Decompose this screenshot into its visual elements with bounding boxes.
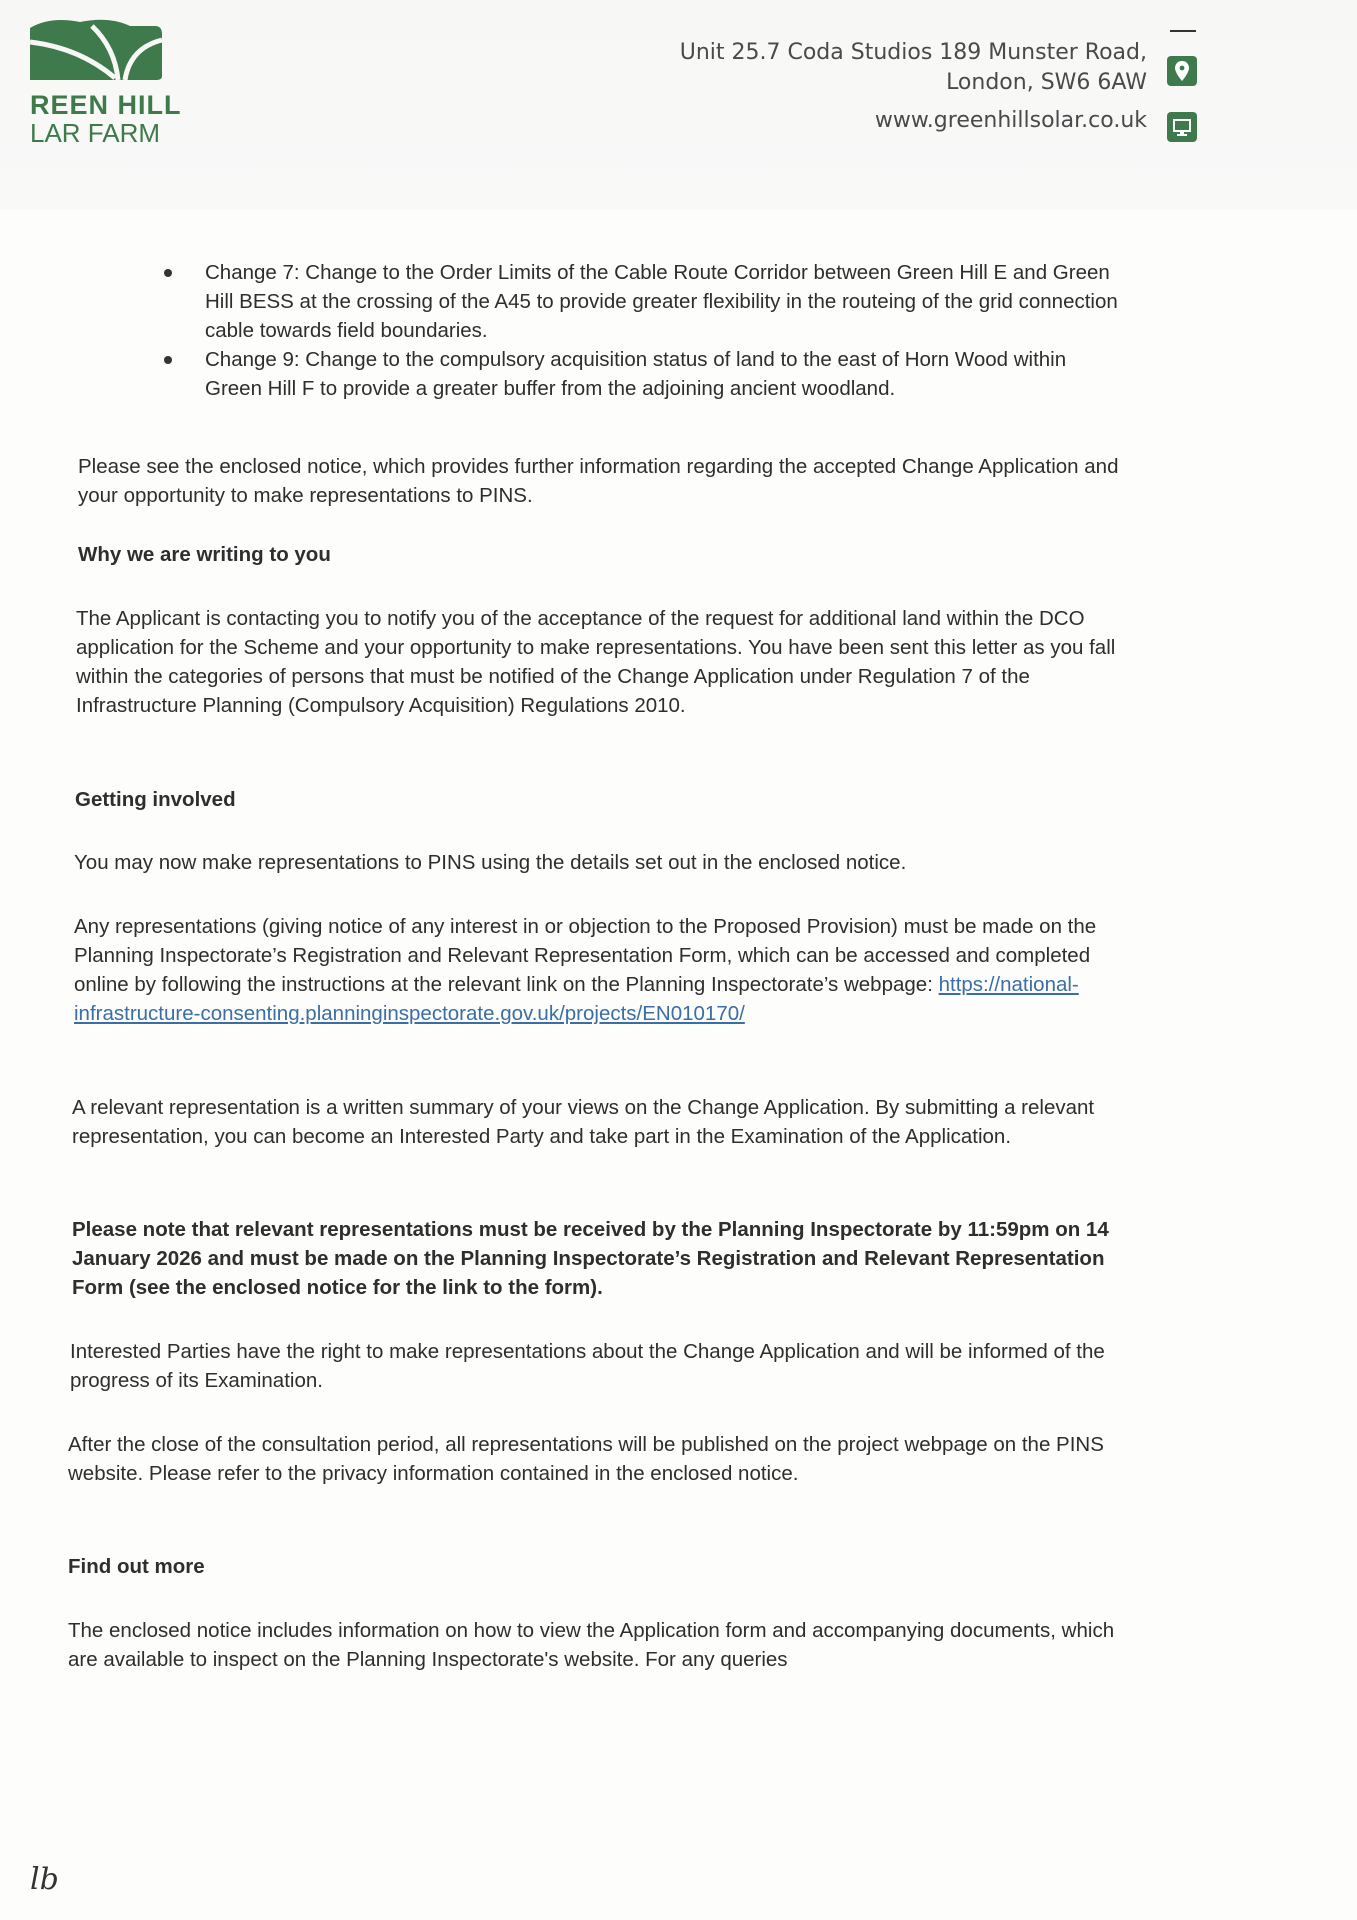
website-link[interactable]: www.greenhillsolar.co.uk [874, 108, 1147, 133]
representation-form-text: Any representations (giving notice of any interest in or objection to the Proposed Provision) must be made on the Planning Inspectorate’s Registration and Relevant Representation Form, which can be accessed and completed online by following the instructions at the relevant link on the Planning Inspectorate’s webpage: [74, 915, 1097, 996]
divider-dash [1170, 30, 1196, 32]
paragraph-deadline-notice: Please note that relevant representations must be received by the Planning Inspectorate by 11:59pm on 14 January 2026 and must be made on the Planning Inspectorate’s Registration and Relevant Representation Form (see the enclosed notice for the link to the form). [72, 1218, 1109, 1299]
heading-why-writing: Why we are writing to you [78, 543, 331, 566]
heading-find-out-more: Find out more [68, 1555, 205, 1578]
company-address [680, 38, 1147, 98]
hills-logo-icon [30, 18, 165, 80]
changes-list [160, 258, 1120, 403]
paragraph-consultation-close: After the close of the consultation period, all representations will be published on the project webpage on the PINS website. Please refer to the privacy information contained in the enclosed notice. [68, 1433, 1104, 1485]
green-hill-logo [30, 18, 182, 148]
paragraph-enclosed-notice: Please see the enclosed notice, which provides further information regarding the accepted Change Application and your opportunity to make representations to PINS. [78, 455, 1119, 507]
paragraph-make-representations: You may now make representations to PINS using the details set out in the enclosed notice. [74, 851, 907, 874]
handwritten-page-mark: lb [30, 1862, 59, 1897]
letterhead [0, 0, 1357, 210]
address-line-2: London, SW6 6AW [946, 70, 1147, 95]
paragraph-relevant-representation: A relevant representation is a written summary of your views on the Change Application. By submitting a relevant representation, you can become an Interested Party and take part in the Examination of the Application. [72, 1096, 1095, 1148]
logo-text-line2: LAR FARM [30, 118, 161, 148]
monitor-icon [1167, 112, 1197, 142]
address-line-1: Unit 25.7 Coda Studios 189 Munster Road, [679, 40, 1147, 65]
paragraph-interested-parties: Interested Parties have the right to make representations about the Change Application and will be informed of the progress of its Examination. [70, 1340, 1105, 1392]
heading-getting-involved: Getting involved [75, 788, 236, 811]
paragraph-find-out-more: The enclosed notice includes information on how to view the Application form and accompanying documents, which are available to inspect on the Planning Inspectorate's website. For any queries [68, 1619, 1115, 1671]
paragraph-representation-form [74, 912, 1134, 1028]
location-pin-icon [1167, 56, 1197, 86]
logo-text-line1: REEN HILL [30, 90, 182, 120]
list-item: Change 9: Change to the compulsory acquisition status of land to the east of Horn Wood within Green Hill F to provide a greater buffer from the adjoining ancient woodland. [160, 345, 1120, 403]
paragraph-why-writing: The Applicant is contacting you to notify you of the acceptance of the request for additional land within the DCO application for the Scheme and your opportunity to make representations. You have been sent this letter as you fall within the categories of persons that must be notified of the Change Application under Regulation 7 of the Infrastructure Planning (Compulsory Acquisition) Regulations 2010. [76, 607, 1116, 717]
list-item: Change 7: Change to the Order Limits of the Cable Route Corridor between Green Hill E and Green Hill BESS at the crossing of the A45 to provide greater flexibility in the routeing of the grid connection cable towards field boundaries. [160, 258, 1120, 345]
pins-project-link[interactable]: https://national-infrastructure-consenting.planninginspectorate.gov.uk/projects/EN010170/ [74, 973, 1079, 1025]
